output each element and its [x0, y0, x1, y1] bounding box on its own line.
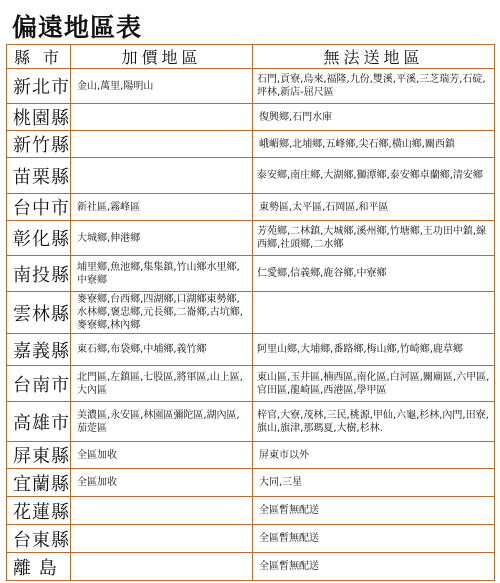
table-body [7, 69, 495, 581]
table-row [7, 194, 495, 221]
table-row [7, 497, 495, 525]
county-cell: 台東縣 [7, 525, 71, 553]
surcharge-area-cell: 金山,萬里,陽明山 [71, 69, 253, 104]
table-row [7, 131, 495, 158]
no-delivery-area-cell: 石門,貢寮,烏來,福隆,九份,雙溪,平溪,三芝瑞芳,石碇,坪林,新店-屈尺區 [253, 69, 495, 104]
surcharge-area-cell [71, 104, 253, 131]
no-delivery-area-cell: 芳苑鄉,二林鎮,大城鄉,溪州鄉,竹塘鄉,王功田中鎮,線西鄉,社頭鄉,二水鄉 [253, 221, 495, 256]
no-delivery-area-cell: 峨嵋鄉,北埔鄉,五峰鄉,尖石鄉,橫山鄉,關西鎮 [253, 131, 495, 158]
table-row [7, 402, 495, 442]
table-row [7, 104, 495, 131]
surcharge-area-cell: 埔里鄉,魚池鄉,集集鎮,竹山鄉水里鄉,中寮鄉 [71, 256, 253, 292]
county-cell: 宜蘭縣 [7, 469, 71, 497]
no-delivery-area-cell: 復興鄉,石門水庫 [253, 104, 495, 131]
no-delivery-area-cell: 泰安鄉,南庄鄉,大湖鄉,獅潭鄉,泰安鄉卓蘭鄉,清安鄉 [253, 158, 495, 194]
no-delivery-area-cell: 東勢區,太平區,石岡區,和平區 [253, 194, 495, 221]
table-row [7, 221, 495, 256]
no-delivery-area-cell: 仁愛鄉,信義鄉,鹿谷鄉,中寮鄉 [253, 256, 495, 292]
surcharge-area-cell: 麥寮鄉,台西鄉,四湖鄉,口湖鄉東勢鄉,水林鄉,褒忠鄉,元長鄉,二崙鄉,古坑鄉,麥寮鄉,林內鄉 [71, 292, 253, 334]
no-delivery-area-cell [253, 292, 495, 334]
remote-area-table [6, 44, 495, 581]
table-header-row [7, 45, 495, 69]
county-cell: 彰化縣 [7, 221, 71, 256]
table-row [7, 442, 495, 469]
surcharge-area-cell [71, 158, 253, 194]
table-row [7, 525, 495, 553]
table-row [7, 292, 495, 334]
county-cell: 高雄市 [7, 402, 71, 442]
no-delivery-area-cell: 全區暫無配送 [253, 553, 495, 581]
surcharge-area-cell: 新社區,霧峰區 [71, 194, 253, 221]
no-delivery-area-cell: 屏東市以外 [253, 442, 495, 469]
surcharge-area-cell: 大城鄉,伸港鄉 [71, 221, 253, 256]
county-cell: 新北市 [7, 69, 71, 104]
no-delivery-area-cell: 全區暫無配送 [253, 525, 495, 553]
table-row [7, 158, 495, 194]
county-cell: 台南市 [7, 366, 71, 402]
county-cell: 花蓮縣 [7, 497, 71, 525]
surcharge-area-cell [71, 525, 253, 553]
county-cell: 苗栗縣 [7, 158, 71, 194]
county-cell: 雲林縣 [7, 292, 71, 334]
header-county: 縣 市 [7, 45, 71, 69]
no-delivery-area-cell: 阿里山鄉,大埔鄉,番路鄉,梅山鄉,竹崎鄉,鹿草鄉 [253, 334, 495, 366]
table-row [7, 256, 495, 292]
county-cell: 離 島 [7, 553, 71, 581]
county-cell: 桃園縣 [7, 104, 71, 131]
table-row [7, 334, 495, 366]
surcharge-area-cell [71, 497, 253, 525]
no-delivery-area-cell: 全區暫無配送 [253, 497, 495, 525]
surcharge-area-cell [71, 131, 253, 158]
surcharge-area-cell: 全區加收 [71, 442, 253, 469]
surcharge-area-cell [71, 553, 253, 581]
no-delivery-area-cell: 東山區,玉井區,楠西區,南化區,白河區,關廟區,六甲區,官田區,龍崎區,西港區,學甲區 [253, 366, 495, 402]
header-no-delivery-area: 無法送地區 [253, 45, 495, 69]
no-delivery-area-cell: 梓官,大寮,茂林,三民,桃源,甲仙,六龜,杉林,內門,田寮,旗山,旗津,那瑪夏,大樹,杉林. [253, 402, 495, 442]
table-row [7, 69, 495, 104]
header-surcharge-area: 加價地區 [71, 45, 253, 69]
no-delivery-area-cell: 大同,三星 [253, 469, 495, 497]
county-cell: 嘉義縣 [7, 334, 71, 366]
county-cell: 台中市 [7, 194, 71, 221]
table-row [7, 469, 495, 497]
table-row [7, 366, 495, 402]
county-cell: 新竹縣 [7, 131, 71, 158]
surcharge-area-cell: 全區加收 [71, 469, 253, 497]
surcharge-area-cell: 北門區,左鎮區,七股區,將軍區,山上區,大內區 [71, 366, 253, 402]
page-title: 偏遠地區表 [12, 13, 143, 42]
table-row [7, 553, 495, 581]
surcharge-area-cell: 東石鄉,布袋鄉,中埔鄉,義竹鄉 [71, 334, 253, 366]
surcharge-area-cell: 美濃區,永安區,林園區彌陀區,湖內區,茄萣區 [71, 402, 253, 442]
county-cell: 屏東縣 [7, 442, 71, 469]
county-cell: 南投縣 [7, 256, 71, 292]
